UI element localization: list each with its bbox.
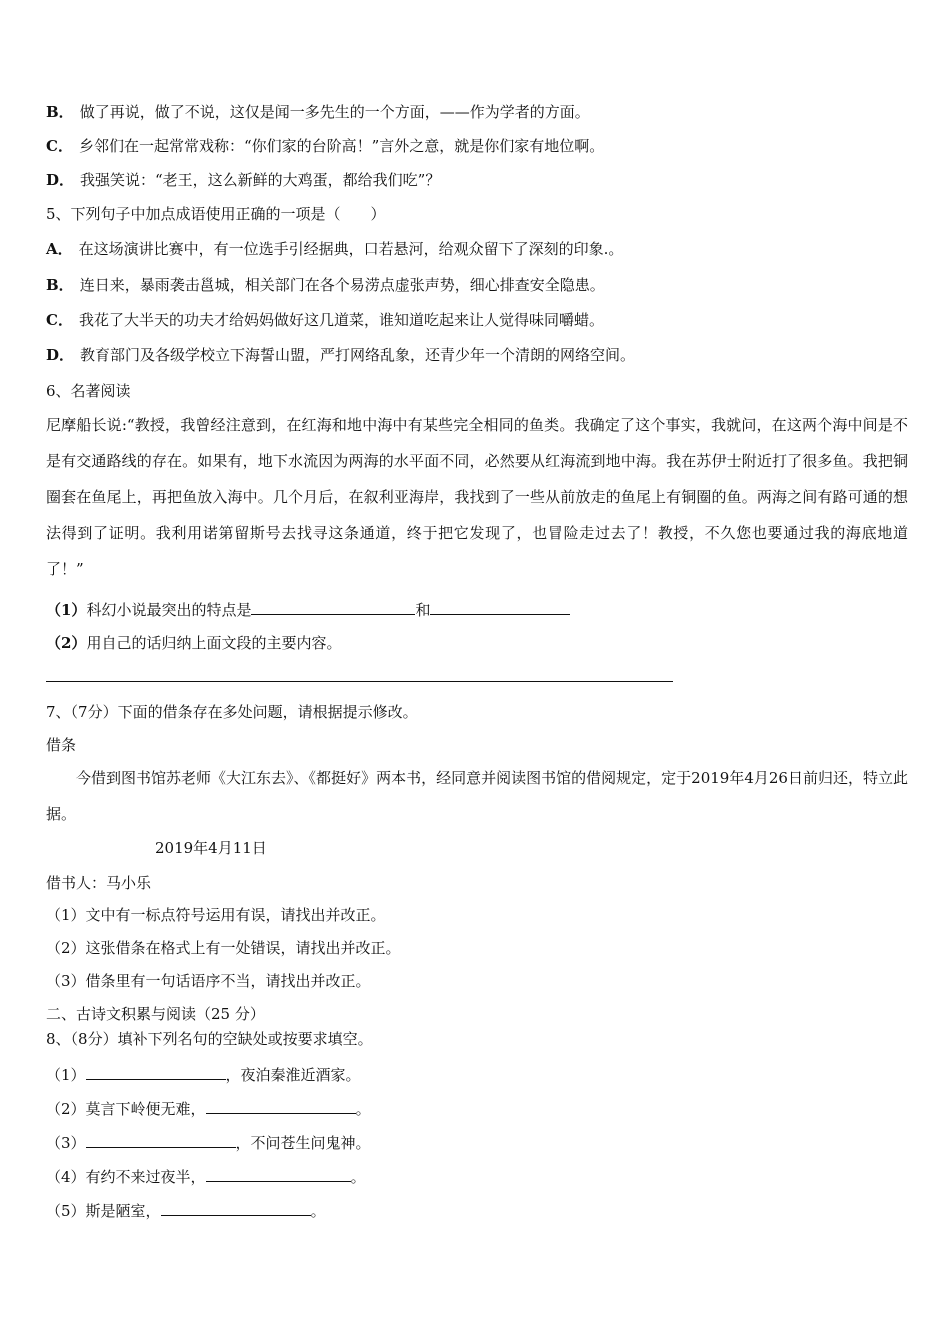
option-label: A．: [46, 240, 73, 258]
line-text: 斯是陋室，: [85, 1202, 161, 1220]
line-text: 莫言下岭便无难，: [85, 1100, 206, 1118]
option-text: 在这场演讲比赛中，有一位选手引经据典，口若悬河，给观众留下了深刻的印象.。: [78, 240, 624, 258]
sub-label: （1）: [46, 1066, 86, 1084]
answer-blank[interactable]: [206, 1097, 356, 1114]
q4-option-b: [46, 102, 590, 122]
q6-sub1: [46, 598, 570, 620]
sub-label: （2）: [46, 634, 87, 652]
option-label: B．: [46, 103, 74, 121]
answer-blank[interactable]: [161, 1199, 311, 1216]
option-label: C．: [46, 311, 73, 329]
iou-body: 今借到图书馆苏老师《大江东去》、《都挺好》两本书，经同意并阅读图书馆的借阅规定，定于2019年4月26日前归还，特立此据。: [46, 769, 908, 823]
sub-text: 科幻小说最突出的特点是: [86, 601, 252, 619]
q5-stem: 5、下列句子中加点成语使用正确的一项是（ ）: [46, 205, 386, 223]
option-text: 连日来，暴雨袭击邕城，相关部门在各个易涝点虚张声势，细心排查安全隐患。: [79, 276, 605, 294]
q7-stem: 7、（7分）下面的借条存在多处问题，请根据提示修改。: [46, 703, 418, 721]
option-label: D．: [46, 346, 75, 364]
q4-option-c: [46, 136, 604, 156]
line-text: 有约不来过夜半，: [85, 1168, 206, 1186]
line-text: ，不问苍生问鬼神。: [235, 1134, 371, 1152]
option-text: 教育部门及各级学校立下海誓山盟，严打网络乱象，还青少年一个清朗的网络空间。: [80, 346, 636, 364]
q8-line-3: [46, 1131, 371, 1153]
sub-connector: 和: [415, 601, 431, 619]
sub-label: （3）: [46, 1134, 86, 1152]
option-text: 做了再说，做了不说，这仅是闻一多先生的一个方面，——作为学者的方面。: [79, 103, 590, 121]
line-text: 。: [310, 1202, 326, 1220]
iou-date: 2019年4月11日: [155, 839, 267, 857]
q8-line-5: [46, 1199, 326, 1221]
option-label: B．: [46, 276, 74, 294]
section-heading: 二、古诗文积累与阅读（25 分）: [46, 1005, 265, 1023]
answer-blank[interactable]: [430, 598, 570, 615]
iou-title: 借条: [46, 736, 77, 754]
answer-blank[interactable]: [206, 1165, 351, 1182]
sub-label: （4）: [46, 1168, 86, 1186]
option-text: 我强笑说：“老王，这么新鲜的大鸡蛋，都给我们吃”？: [80, 171, 441, 189]
answer-line[interactable]: [46, 681, 673, 682]
q7-sub2: （2）这张借条在格式上有一处错误，请找出并改正。: [46, 939, 401, 957]
q6-sub2: [46, 633, 341, 653]
option-text: 乡邻们在一起常常戏称：“你们家的台阶高！”言外之意，就是你们家有地位啊。: [78, 137, 605, 155]
answer-blank[interactable]: [86, 1063, 226, 1080]
q6-stem: 6、名著阅读: [46, 382, 131, 400]
q5-option-d: [46, 345, 635, 365]
q5-option-b: [46, 275, 605, 295]
sub-label: （2）: [46, 1100, 86, 1118]
line-text: 。: [350, 1168, 366, 1186]
iou-borrower: 借书人：马小乐: [46, 874, 152, 892]
option-label: D．: [46, 171, 75, 189]
q7-sub3: （3）借条里有一句话语序不当，请找出并改正。: [46, 972, 371, 990]
option-text: 我花了大半天的功夫才给妈妈做好这几道菜，谁知道吃起来让人觉得味同嚼蜡。: [78, 311, 604, 329]
q6-passage: 尼摩船长说:“教授，我曾经注意到，在红海和地中海中有某些完全相同的鱼类。我确定了这个事实，我就问，在这两个海中间是不是有交通路线的存在。如果有，地下水流因为两海的水平面不同，必然要从红海流到地中海。我在苏伊士附近打了很多鱼。我把铜圈套在鱼尾上，再把鱼放入海中。几个月后，在叙利亚海岸，我找到了一些从前放走的鱼尾上有铜圈的鱼。两海之间有路可通的想法得到了证明。我利用诺第留斯号去找寻这条通道，终于把它发现了，也冒险走过去了！教授，不久您也要通过我的海底地道了！”: [46, 416, 908, 578]
line-text: ，夜泊秦淮近酒家。: [225, 1066, 361, 1084]
q4-option-d: [46, 170, 440, 190]
sub-label: （1）: [46, 601, 87, 619]
line-text: 。: [355, 1100, 371, 1118]
q5-option-a: [46, 239, 623, 259]
answer-blank[interactable]: [251, 598, 415, 615]
q7-sub1: （1）文中有一标点符号运用有误，请找出并改正。: [46, 906, 386, 924]
q8-line-2: [46, 1097, 371, 1119]
sub-label: （5）: [46, 1202, 86, 1220]
option-label: C．: [46, 137, 73, 155]
answer-blank[interactable]: [86, 1131, 236, 1148]
q8-line-4: [46, 1165, 366, 1187]
q8-line-1: [46, 1063, 361, 1085]
sub-text: 用自己的话归纳上面文段的主要内容。: [86, 634, 342, 652]
q8-stem: 8、（8分）填补下列名句的空缺处或按要求填空。: [46, 1030, 373, 1048]
q5-option-c: [46, 310, 604, 330]
